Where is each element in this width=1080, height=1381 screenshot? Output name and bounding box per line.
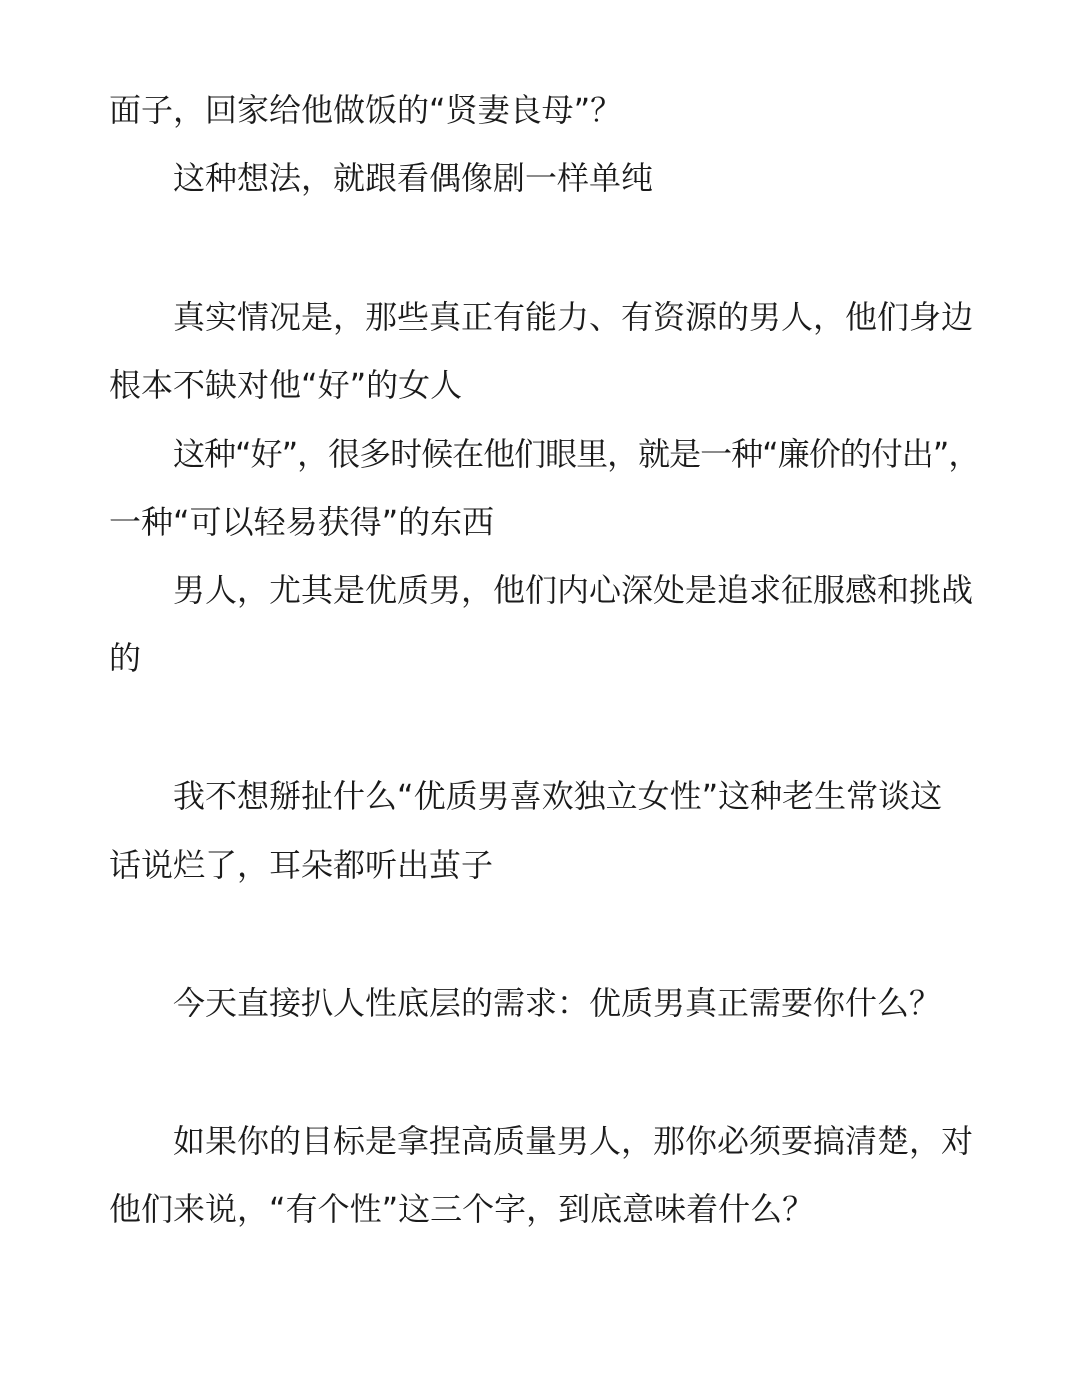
text-line: 真实情况是，那些真正有能力、有资源的男人，他们身边 bbox=[173, 298, 974, 336]
text-line: 男人，尤其是优质男，他们内心深处是追求征服感和挑战 bbox=[173, 571, 974, 609]
text-line: 我不想掰扯什么“优质男喜欢独立女性”这种老生常谈这 bbox=[173, 777, 943, 815]
text-line: 话说烂了，耳朵都听出茧子 bbox=[109, 846, 494, 884]
text-line: 他们来说，“有个性”这三个字，到底意味着什么？ bbox=[109, 1190, 815, 1228]
text-line: 的 bbox=[109, 639, 142, 677]
text-line: 面子，回家给他做饭的“贤妻良母”？ bbox=[109, 91, 623, 129]
text-line: 根本不缺对他“好”的女人 bbox=[109, 366, 463, 404]
text-line: 今天直接扒人性底层的需求：优质男真正需要你什么？ bbox=[173, 984, 942, 1022]
text-line: 如果你的目标是拿捏高质量男人，那你必须要搞清楚，对 bbox=[173, 1122, 974, 1160]
text-line: 一种“可以轻易获得”的东西 bbox=[109, 503, 495, 541]
text-line: 这种“好”，很多时候在他们眼里，就是一种“廉价的付出”， bbox=[173, 435, 980, 473]
text-line: 这种想法，就跟看偶像剧一样单纯 bbox=[173, 159, 654, 197]
